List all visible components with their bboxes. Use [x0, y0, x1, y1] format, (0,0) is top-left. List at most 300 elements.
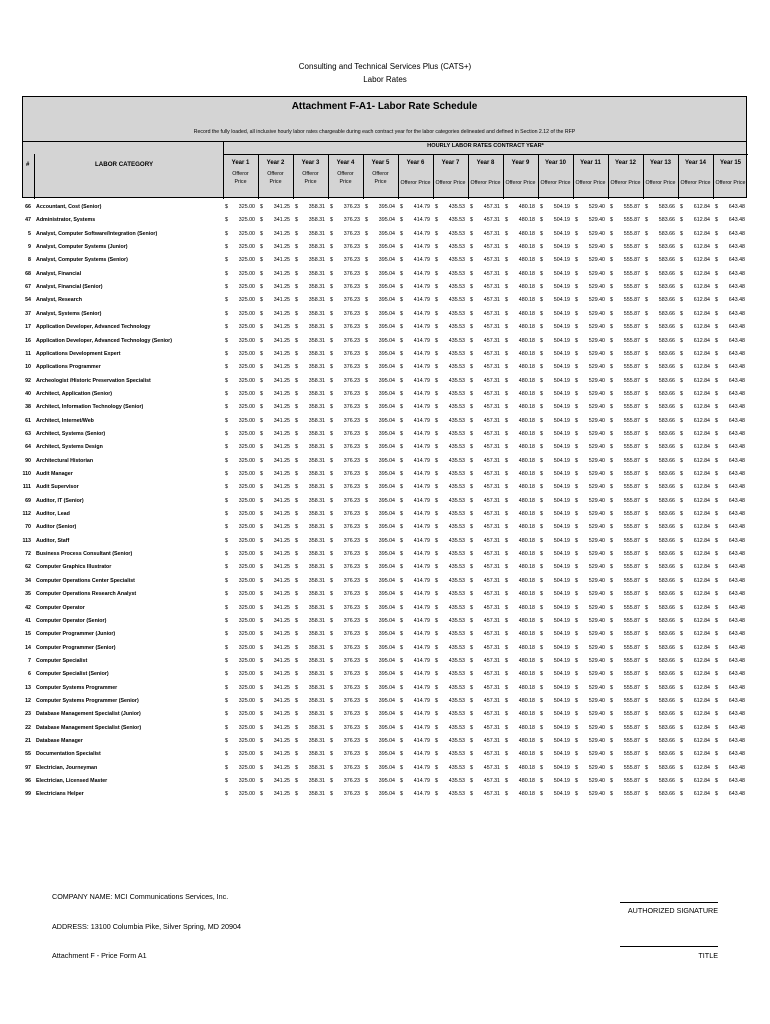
currency-symbol: $ [260, 551, 263, 558]
rate-value: 583.66 [658, 417, 675, 424]
currency-symbol: $ [610, 564, 613, 571]
rate-value: 612.84 [693, 511, 710, 518]
rate-value: 643.48 [728, 657, 745, 664]
rate-value: 555.87 [623, 778, 640, 785]
rate-value: 435.53 [448, 204, 465, 210]
rate-value: 612.84 [693, 497, 710, 504]
rate-value: 414.79 [413, 230, 430, 237]
rate-value: 341.25 [273, 724, 290, 731]
rate-value: 341.25 [273, 364, 290, 371]
rate-value: 435.53 [448, 791, 465, 798]
currency-symbol: $ [295, 684, 298, 691]
currency-symbol: $ [540, 671, 543, 678]
rate-value: 529.40 [588, 751, 605, 758]
rate-value: 341.25 [273, 511, 290, 518]
currency-symbol: $ [260, 751, 263, 758]
row-number: 21 [25, 738, 31, 744]
rate-value: 376.23 [343, 230, 360, 237]
currency-symbol: $ [225, 537, 228, 544]
currency-symbol: $ [295, 537, 298, 544]
currency-symbol: $ [435, 591, 438, 598]
currency-symbol: $ [610, 364, 613, 371]
currency-symbol: $ [575, 764, 578, 771]
rate-value: 480.18 [518, 310, 535, 317]
currency-symbol: $ [225, 684, 228, 691]
rate-value: 612.84 [693, 364, 710, 371]
currency-symbol: $ [470, 350, 473, 357]
currency-symbol: $ [645, 711, 648, 718]
year-header-label: Year 5 [371, 160, 390, 166]
rate-value: 414.79 [413, 511, 430, 518]
rate-value: 555.87 [623, 350, 640, 357]
labor-category-name: Computer Specialist (Senior) [36, 671, 109, 678]
rate-value: 457.31 [483, 791, 500, 798]
currency-symbol: $ [505, 711, 508, 718]
rate-value: 555.87 [623, 577, 640, 584]
currency-symbol: $ [575, 551, 578, 558]
labor-category-name: Electrician, Journeyman [36, 764, 98, 771]
rate-value: 457.31 [483, 270, 500, 277]
currency-symbol: $ [645, 230, 648, 237]
labor-category-name: Auditor, Staff [36, 537, 70, 544]
rate-value: 341.25 [273, 457, 290, 464]
currency-symbol: $ [645, 684, 648, 691]
rate-value: 555.87 [623, 711, 640, 718]
row-number: 22 [25, 724, 31, 731]
row-number: 47 [25, 217, 31, 224]
currency-symbol: $ [505, 257, 508, 264]
currency-symbol: $ [435, 564, 438, 571]
currency-symbol: $ [575, 390, 578, 397]
currency-symbol: $ [225, 457, 228, 464]
currency-symbol: $ [435, 631, 438, 638]
currency-symbol: $ [400, 350, 403, 357]
currency-symbol: $ [260, 257, 263, 264]
currency-symbol: $ [575, 324, 578, 331]
rate-value: 555.87 [623, 324, 640, 331]
currency-symbol: $ [715, 657, 718, 664]
currency-symbol: $ [400, 604, 403, 611]
currency-symbol: $ [610, 604, 613, 611]
rate-value: 529.40 [588, 791, 605, 798]
rate-value: 555.87 [623, 230, 640, 237]
currency-symbol: $ [505, 324, 508, 331]
currency-symbol: $ [365, 471, 368, 477]
currency-symbol: $ [400, 471, 403, 477]
rate-value: 529.40 [588, 604, 605, 611]
rate-value: 376.23 [343, 631, 360, 638]
currency-symbol: $ [400, 257, 403, 264]
currency-symbol: $ [330, 724, 333, 731]
currency-symbol: $ [295, 337, 298, 344]
labor-category-name: Computer Operator (Senior) [36, 617, 107, 624]
rate-value: 414.79 [413, 751, 430, 758]
rate-value: 555.87 [623, 244, 640, 251]
rate-value: 395.04 [378, 564, 395, 571]
rate-value: 529.40 [588, 537, 605, 544]
currency-symbol: $ [470, 217, 473, 224]
rate-value: 643.48 [728, 724, 745, 731]
currency-symbol: $ [365, 377, 368, 384]
rate-value: 325.00 [238, 551, 255, 558]
currency-symbol: $ [610, 324, 613, 331]
table-row [22, 695, 747, 709]
currency-symbol: $ [295, 564, 298, 571]
currency-symbol: $ [225, 230, 228, 237]
rate-value: 341.25 [273, 204, 290, 210]
currency-symbol: $ [225, 711, 228, 718]
currency-symbol: $ [540, 217, 543, 224]
currency-symbol: $ [330, 791, 333, 798]
currency-symbol: $ [330, 324, 333, 331]
currency-symbol: $ [260, 390, 263, 397]
currency-symbol: $ [435, 270, 438, 277]
rate-value: 457.31 [483, 430, 500, 437]
rate-value: 480.18 [518, 457, 535, 464]
currency-symbol: $ [400, 324, 403, 331]
currency-symbol: $ [365, 524, 368, 531]
currency-symbol: $ [400, 417, 403, 424]
table-row [22, 722, 747, 736]
currency-symbol: $ [435, 377, 438, 384]
currency-symbol: $ [330, 310, 333, 317]
rate-value: 612.84 [693, 350, 710, 357]
rate-value: 325.00 [238, 204, 255, 210]
rate-value: 358.31 [308, 457, 325, 464]
currency-symbol: $ [365, 364, 368, 371]
rate-value: 457.31 [483, 324, 500, 331]
year-header-label: Year 13 [649, 160, 672, 166]
rate-value: 529.40 [588, 270, 605, 277]
rate-value: 395.04 [378, 244, 395, 251]
rate-value: 435.53 [448, 284, 465, 291]
currency-symbol: $ [435, 390, 438, 397]
currency-symbol: $ [505, 390, 508, 397]
rate-value: 414.79 [413, 377, 430, 384]
currency-symbol: $ [540, 377, 543, 384]
rate-value: 395.04 [378, 471, 395, 477]
rate-value: 414.79 [413, 310, 430, 317]
rate-value: 529.40 [588, 697, 605, 704]
rate-value: 457.31 [483, 350, 500, 357]
rate-value: 529.40 [588, 257, 605, 264]
rate-value: 555.87 [623, 751, 640, 758]
currency-symbol: $ [645, 284, 648, 291]
rate-value: 583.66 [658, 697, 675, 704]
row-number: 7 [28, 657, 31, 664]
rate-value: 529.40 [588, 471, 605, 477]
labor-category-name: Database Management Specialist (Junior) [36, 711, 141, 718]
rate-value: 325.00 [238, 337, 255, 344]
currency-symbol: $ [680, 617, 683, 624]
currency-symbol: $ [575, 697, 578, 704]
currency-symbol: $ [295, 617, 298, 624]
rate-value: 376.23 [343, 484, 360, 491]
rate-value: 395.04 [378, 537, 395, 544]
rate-value: 612.84 [693, 778, 710, 785]
rate-value: 358.31 [308, 631, 325, 638]
rate-value: 435.53 [448, 564, 465, 571]
rate-value: 341.25 [273, 244, 290, 251]
row-number: 41 [25, 617, 31, 624]
row-number: 72 [25, 551, 31, 558]
column-header-grid [23, 141, 746, 199]
currency-symbol: $ [470, 644, 473, 651]
rate-value: 376.23 [343, 270, 360, 277]
rate-value: 555.87 [623, 217, 640, 224]
year-header-label: Year 9 [511, 160, 530, 166]
rate-value: 325.00 [238, 591, 255, 598]
currency-symbol: $ [505, 537, 508, 544]
currency-symbol: $ [295, 551, 298, 558]
currency-symbol: $ [365, 791, 368, 798]
rate-value: 504.19 [553, 457, 570, 464]
currency-symbol: $ [540, 724, 543, 731]
currency-symbol: $ [680, 711, 683, 718]
currency-symbol: $ [575, 444, 578, 451]
currency-symbol: $ [330, 430, 333, 437]
currency-symbol: $ [260, 778, 263, 785]
currency-symbol: $ [260, 457, 263, 464]
currency-symbol: $ [225, 364, 228, 371]
currency-symbol: $ [575, 364, 578, 371]
rate-value: 480.18 [518, 444, 535, 451]
rate-value: 376.23 [343, 711, 360, 718]
currency-symbol: $ [540, 390, 543, 397]
rate-value: 480.18 [518, 390, 535, 397]
labor-category-name: Application Developer, Advanced Technology [36, 324, 151, 331]
rate-value: 395.04 [378, 551, 395, 558]
table-row [22, 521, 747, 535]
currency-symbol: $ [260, 644, 263, 651]
rate-value: 395.04 [378, 644, 395, 651]
rate-value: 395.04 [378, 404, 395, 411]
currency-symbol: $ [400, 297, 403, 304]
currency-symbol: $ [540, 591, 543, 598]
currency-symbol: $ [225, 217, 228, 224]
currency-symbol: $ [470, 324, 473, 331]
currency-symbol: $ [540, 364, 543, 371]
table-row [22, 268, 747, 282]
table-row [22, 214, 747, 228]
rate-value: 504.19 [553, 604, 570, 611]
table-row [22, 735, 747, 749]
labor-category-name: Administrator, Systems [36, 217, 96, 224]
rate-value: 341.25 [273, 791, 290, 798]
rate-value: 414.79 [413, 444, 430, 451]
rate-value: 435.53 [448, 577, 465, 584]
labor-category-name: Electrician, Licensed Master [36, 778, 108, 785]
rate-value: 480.18 [518, 284, 535, 291]
table-row [22, 294, 747, 308]
currency-symbol: $ [470, 751, 473, 758]
currency-symbol: $ [400, 484, 403, 491]
currency-symbol: $ [540, 444, 543, 451]
rate-value: 325.00 [238, 577, 255, 584]
currency-symbol: $ [540, 617, 543, 624]
currency-symbol: $ [260, 284, 263, 291]
currency-symbol: $ [575, 604, 578, 611]
row-number: 113 [22, 537, 31, 544]
rate-value: 435.53 [448, 551, 465, 558]
rate-value: 529.40 [588, 284, 605, 291]
rate-value: 325.00 [238, 217, 255, 224]
row-number: 35 [25, 591, 31, 598]
rate-value: 325.00 [238, 257, 255, 264]
currency-symbol: $ [610, 430, 613, 437]
currency-symbol: $ [715, 497, 718, 504]
currency-symbol: $ [645, 310, 648, 317]
currency-symbol: $ [470, 310, 473, 317]
currency-symbol: $ [435, 524, 438, 531]
rate-value: 435.53 [448, 390, 465, 397]
currency-symbol: $ [645, 204, 648, 210]
currency-symbol: $ [225, 591, 228, 598]
rate-value: 529.40 [588, 430, 605, 437]
rate-value: 555.87 [623, 657, 640, 664]
currency-symbol: $ [365, 337, 368, 344]
currency-symbol: $ [365, 604, 368, 611]
rate-value: 395.04 [378, 657, 395, 664]
currency-symbol: $ [470, 430, 473, 437]
rate-value: 457.31 [483, 364, 500, 371]
rate-value: 504.19 [553, 537, 570, 544]
currency-symbol: $ [575, 644, 578, 651]
rate-value: 480.18 [518, 337, 535, 344]
currency-symbol: $ [575, 657, 578, 664]
rate-value: 583.66 [658, 217, 675, 224]
currency-symbol: $ [575, 377, 578, 384]
rate-value: 341.25 [273, 284, 290, 291]
currency-symbol: $ [505, 484, 508, 491]
currency-symbol: $ [645, 604, 648, 611]
currency-symbol: $ [365, 324, 368, 331]
currency-symbol: $ [505, 764, 508, 771]
currency-symbol: $ [400, 497, 403, 504]
rate-value: 435.53 [448, 350, 465, 357]
rate-value: 555.87 [623, 497, 640, 504]
currency-symbol: $ [435, 404, 438, 411]
currency-symbol: $ [505, 738, 508, 744]
currency-symbol: $ [715, 457, 718, 464]
rate-value: 395.04 [378, 257, 395, 264]
year-header-label: Year 15 [719, 160, 742, 166]
currency-symbol: $ [330, 270, 333, 277]
rate-value: 529.40 [588, 764, 605, 771]
rate-value: 414.79 [413, 617, 430, 624]
rate-value: 325.00 [238, 364, 255, 371]
rate-value: 555.87 [623, 430, 640, 437]
rate-value: 480.18 [518, 404, 535, 411]
currency-symbol: $ [435, 764, 438, 771]
rate-value: 504.19 [553, 364, 570, 371]
rate-value: 358.31 [308, 617, 325, 624]
currency-symbol: $ [575, 671, 578, 678]
currency-symbol: $ [505, 444, 508, 451]
currency-symbol: $ [470, 711, 473, 718]
rate-value: 504.19 [553, 497, 570, 504]
offeror-price-label: Offeror Price [645, 180, 676, 186]
rate-value: 457.31 [483, 671, 500, 678]
rate-value: 612.84 [693, 591, 710, 598]
currency-symbol: $ [575, 511, 578, 518]
header-rule [223, 154, 748, 155]
rate-value: 643.48 [728, 310, 745, 317]
currency-symbol: $ [645, 297, 648, 304]
rate-value: 457.31 [483, 551, 500, 558]
rate-value: 480.18 [518, 270, 535, 277]
rate-value: 358.31 [308, 551, 325, 558]
currency-symbol: $ [330, 457, 333, 464]
rate-value: 435.53 [448, 364, 465, 371]
table-row [22, 548, 747, 562]
rate-value: 435.53 [448, 711, 465, 718]
rate-value: 395.04 [378, 230, 395, 237]
rate-value: 341.25 [273, 591, 290, 598]
rate-value: 341.25 [273, 377, 290, 384]
rate-value: 395.04 [378, 497, 395, 504]
row-number: 68 [25, 270, 31, 277]
title-line [620, 946, 718, 947]
rate-value: 435.53 [448, 524, 465, 531]
rate-value: 457.31 [483, 617, 500, 624]
rate-value: 325.00 [238, 417, 255, 424]
currency-symbol: $ [610, 644, 613, 651]
currency-symbol: $ [365, 497, 368, 504]
currency-symbol: $ [505, 217, 508, 224]
rate-value: 612.84 [693, 471, 710, 477]
rate-value: 504.19 [553, 764, 570, 771]
currency-symbol: $ [575, 591, 578, 598]
currency-symbol: $ [470, 484, 473, 491]
rate-value: 529.40 [588, 511, 605, 518]
currency-symbol: $ [505, 604, 508, 611]
rate-value: 358.31 [308, 284, 325, 291]
currency-symbol: $ [575, 257, 578, 264]
header-divider [34, 154, 35, 199]
rate-value: 457.31 [483, 711, 500, 718]
offeror-price-label: Offeror Price [715, 180, 746, 186]
currency-symbol: $ [435, 284, 438, 291]
rate-value: 480.18 [518, 244, 535, 251]
rate-value: 612.84 [693, 751, 710, 758]
rate-value: 583.66 [658, 751, 675, 758]
currency-symbol: $ [470, 671, 473, 678]
rate-value: 583.66 [658, 471, 675, 477]
currency-symbol: $ [295, 390, 298, 397]
currency-symbol: $ [260, 617, 263, 624]
currency-symbol: $ [715, 604, 718, 611]
rate-value: 341.25 [273, 577, 290, 584]
currency-symbol: $ [715, 404, 718, 411]
rate-value: 457.31 [483, 644, 500, 651]
rate-value: 504.19 [553, 350, 570, 357]
currency-symbol: $ [715, 564, 718, 571]
rate-value: 504.19 [553, 778, 570, 785]
currency-symbol: $ [505, 230, 508, 237]
rate-value: 612.84 [693, 417, 710, 424]
rate-value: 358.31 [308, 524, 325, 531]
rate-value: 414.79 [413, 390, 430, 397]
currency-symbol: $ [540, 577, 543, 584]
currency-symbol: $ [470, 471, 473, 477]
rate-value: 529.40 [588, 644, 605, 651]
document-subtitle: Labor Rates [363, 75, 407, 84]
currency-symbol: $ [680, 537, 683, 544]
rate-value: 395.04 [378, 524, 395, 531]
rate-value: 612.84 [693, 764, 710, 771]
table-row [22, 428, 747, 442]
